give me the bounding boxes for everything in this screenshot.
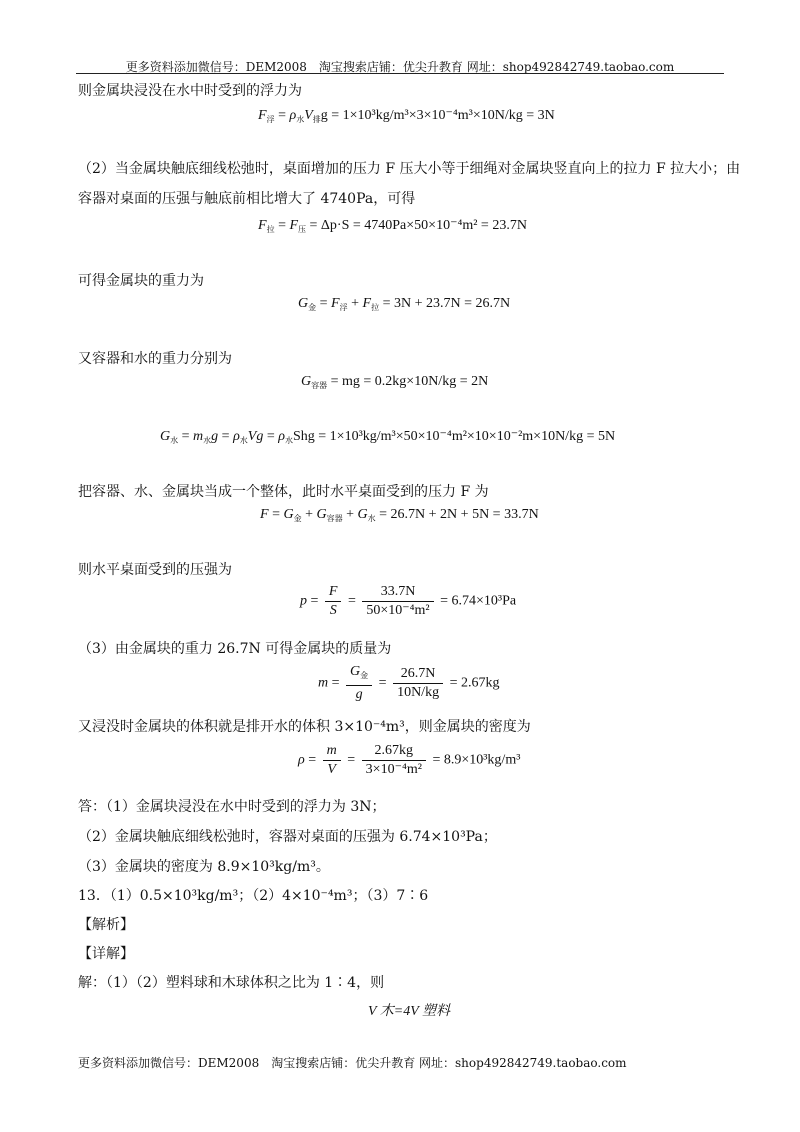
equation-water-weight-tail: Shg = 1×10³kg/m³×50×10⁻⁴m²×10×10⁻²m×10N/kg = 5N [293, 429, 616, 444]
text-line-solution-intro: 解：（1）（2）塑料球和木球体积之比为 1∶4，则 [78, 975, 385, 991]
equation-table-pressure-numerator: 33.7N [362, 584, 433, 602]
equation-metal-density-tail: = 8.9×10³kg/m³ [432, 752, 521, 768]
equation-metal-mass-denominator: 10N/kg [397, 685, 440, 700]
equation-metal-weight-tail: = 3N + 23.7N = 26.7N [382, 296, 511, 311]
text-line-container-water: 又容器和水的重力分别为 [78, 351, 232, 367]
equation-table-pressure-denominator: 50×10⁻⁴m² [366, 603, 430, 618]
text-line-part2-b: 容器对桌面的压强与触底前相比增大了 4740Pa，可得 [78, 191, 416, 207]
section-analysis-heading: 【解析】 [78, 917, 134, 933]
equation-pressure-force: $F_拉 = F_压 = \Delta p\cdot S = 4740Pa\times 50\times 10^{-4}m^2 = 23.7N$ [258, 218, 527, 234]
equation-total-force: $F = G_金 + G_{容器} + G_水 = 26.7N + 2N + 5N = 33.7N$ [260, 507, 539, 523]
equation-container-weight-tail: = mg = 0.2kg×10N/kg = 2N [330, 374, 489, 389]
text-line-buoyancy-intro: 则金属块浸没在水中时受到的浮力为 [78, 83, 302, 99]
answer-line-1: 答：（1）金属块浸没在水中时受到的浮力为 3N； [78, 799, 386, 815]
equation-metal-density-denominator: 3×10⁻⁴m² [365, 762, 422, 777]
text-line-weight-intro: 可得金属块的重力为 [78, 273, 204, 289]
equation-metal-density-numerator: 2.67kg [362, 743, 426, 761]
equation-table-pressure-tail: = 6.74×10³Pa [440, 593, 517, 609]
text-line-part2-a: （2）当金属块触底细线松弛时，桌面增加的压力 F 压大小等于细绳对金属块竖直向上的拉力 F 拉大小；由 [78, 161, 741, 177]
equation-metal-density: ρ = $\frac{m}{V}$ = $\frac{2.67kg}{\text{3×10⁻⁴m²}}$ = 8.9×10³kg/m³ [298, 743, 521, 777]
header-divider [76, 73, 724, 74]
equation-metal-mass-tail: = 2.67kg [449, 675, 500, 691]
equation-buoyancy: $F_浮 = \rho_水V_排g = 1\times 10^3kg/m^3\times 3\times 10^{-4}m^3\times 10N/kg = 3N$ [258, 108, 555, 124]
equation-pressure-force-tail: = Δp·S = 4740Pa×50×10⁻⁴m² = 23.7N [309, 218, 527, 233]
equation-volume-ratio: V 木=4V 塑料 [368, 1004, 451, 1019]
equation-water-weight: $G_水 = m_水g = \rho_水Vg = \rho_水Shg = 1\times 10^3kg/m^3\times 50\times 10^{-4}m^2\times 10\times 10^{-2}m\times 10N/kg = 5N$ [160, 429, 616, 445]
equation-container-weight: $G_{容器}$ = mg = 0.2kg×10N/kg = 2N [301, 374, 489, 390]
section-detailed-heading: 【详解】 [78, 946, 134, 962]
text-line-density-intro: 又浸没时金属块的体积就是排开水的体积 3×10⁻⁴m³，则金属块的密度为 [78, 719, 531, 735]
text-line-pressure-intro: 则水平桌面受到的压强为 [78, 562, 232, 578]
text-line-whole-system: 把容器、水、金属块当成一个整体，此时水平桌面受到的压力 F 为 [78, 484, 489, 500]
page-header: 更多资料添加微信号：DEM2008 淘宝搜索店铺：优尖升教育 网址：shop492842749.taobao.com [125, 60, 675, 74]
equation-metal-weight: $G_金 = F_浮 + F_拉 = 3N + 23.7N = 26.7N$ [298, 296, 511, 312]
question-13-answers: 13．（1）0.5×10³kg/m³；（2）4×10⁻⁴m³；（3）7∶6 [78, 888, 429, 904]
text-line-part3-mass: （3）由金属块的重力 26.7N 可得金属块的质量为 [78, 641, 392, 657]
equation-table-pressure: p = $\frac{F}{S}$ = $\frac{33.7N}{\text{50×10⁻⁴m²}}$ = 6.74×10³Pa [300, 584, 517, 618]
answer-line-3: （3）金属块的密度为 8.9×10³kg/m³。 [78, 859, 330, 875]
equation-buoyancy-tail: g = 1×10³kg/m³×3×10⁻⁴m³×10N/kg = 3N [320, 108, 555, 123]
page-footer: 更多资料添加微信号：DEM2008 淘宝搜索店铺：优尖升教育 网址：shop492842749.taobao.com [78, 1056, 627, 1070]
equation-metal-mass-numerator: 26.7N [393, 666, 443, 684]
equation-metal-mass: m = $\frac{G_金}{g}$ = $\frac{26.7N}{10N/kg}$ = 2.67kg [318, 664, 500, 702]
equation-total-force-tail: = 26.7N + 2N + 5N = 33.7N [379, 507, 539, 522]
answer-line-2: （2）金属块触底细线松弛时，容器对桌面的压强为 6.74×10³Pa； [78, 829, 497, 845]
